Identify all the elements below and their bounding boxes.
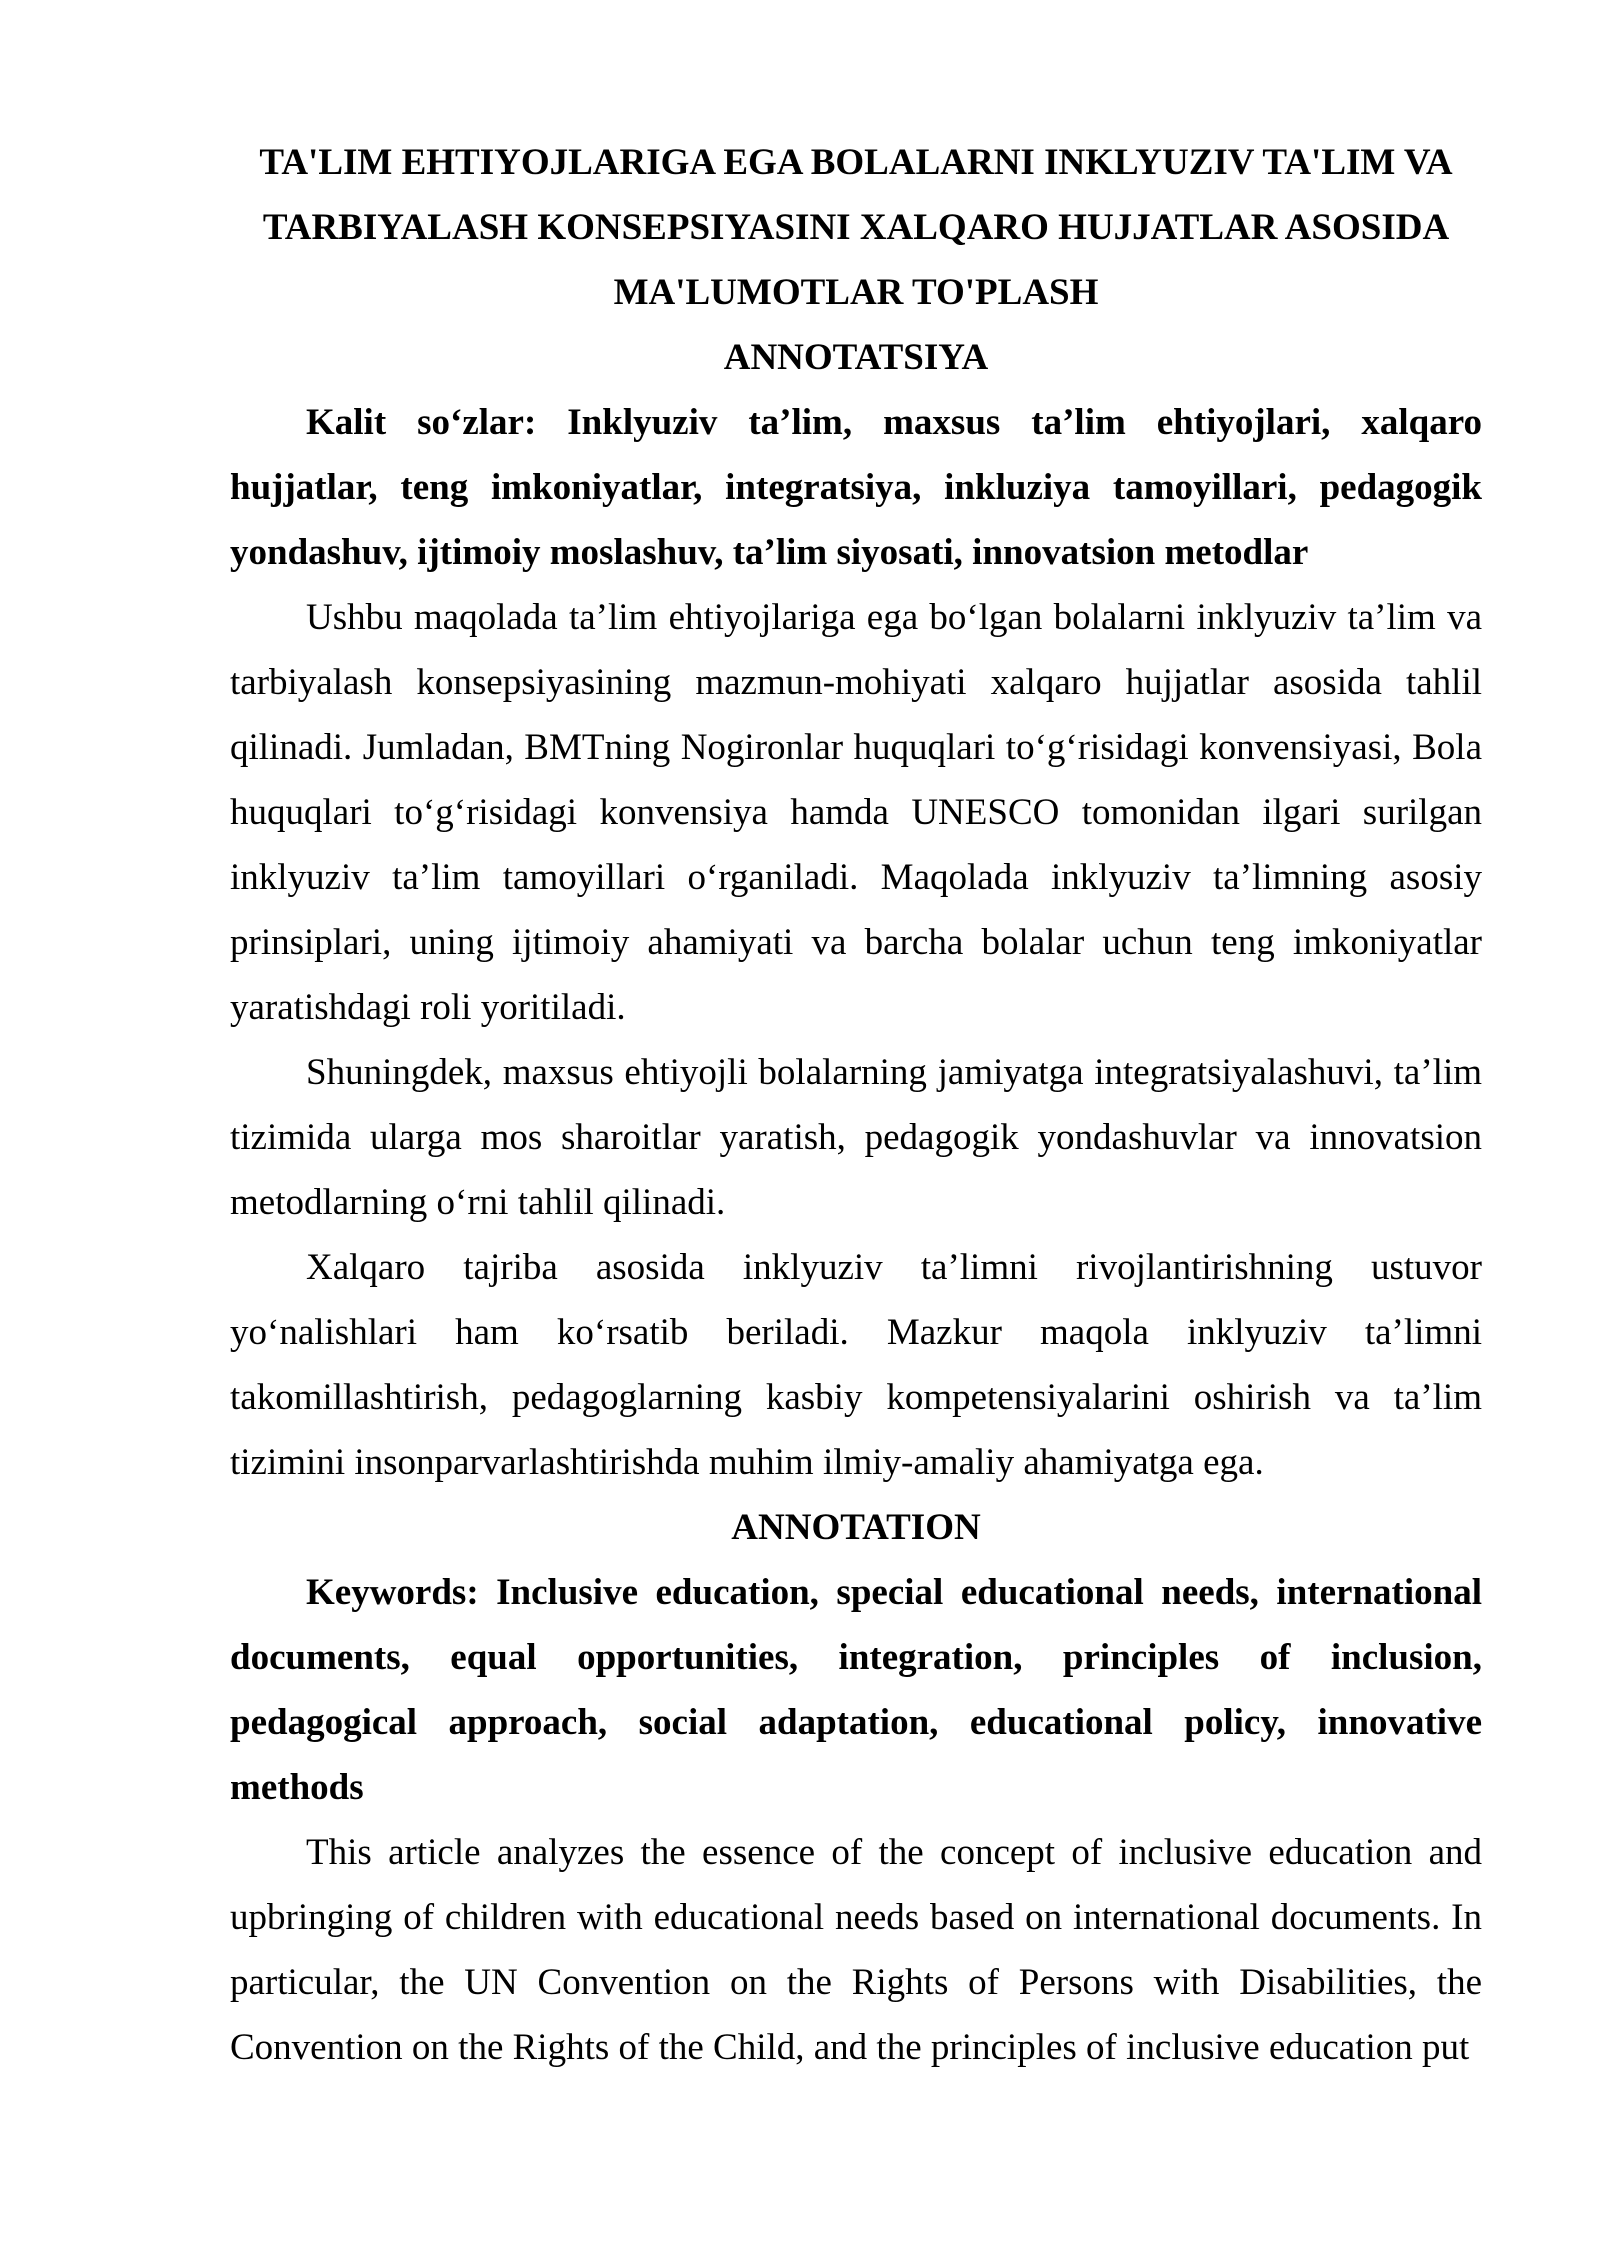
article-title-line-2: TARBIYALASH KONSEPSIYASINI XALQARO HUJJATLAR ASOSIDA bbox=[262, 207, 1450, 248]
uzbek-abstract-paragraph-1: Ushbu maqolada ta’lim ehtiyojlariga ega bo‘lgan bolalarni inklyuziv ta’lim va tarbiyalash konsepsiyasining mazmun-mohiyati xalqaro hujjatlar asosida tahlil qilinadi. Jumladan, BMTning Nogironlar huquqlari to‘g‘risidagi konvensiyasi, Bola huquqlari to‘g‘risidagi konvensiya hamda UNESCO tomonidan ilgari surilgan inklyuziv ta’lim tamoyillari o‘rganiladi. Maqolada inklyuziv ta’limning asosiy prinsiplari, uning ijtimoiy ahamiyati va barcha bolalar uchun teng imkoniyatlar yaratishdagi roli yoritiladi. bbox=[230, 597, 1482, 1028]
annotation-heading: ANNOTATION bbox=[731, 1507, 981, 1548]
uzbek-keywords-paragraph: Kalit so‘zlar: Inklyuziv ta’lim, maxsus ta’lim ehtiyojlari, xalqaro hujjatlar, teng imkoniyatlar, integratsiya, inkluziya tamoyillari, pedagogik yondashuv, ijtimoiy moslashuv, ta’lim siyosati, innovatsion metodlar bbox=[230, 402, 1482, 573]
article-title-line-3: MA'LUMOTLAR TO'PLASH bbox=[613, 272, 1099, 313]
uzbek-abstract-paragraph-3: Xalqaro tajriba asosida inklyuziv ta’limni rivojlantirishning ustuvor yo‘nalishlari ham ko‘rsatib beriladi. Mazkur maqola inklyuziv ta’limni takomillashtirish, pedagoglarning kasbiy kompetensiyalarini oshirish va ta’lim tizimini insonparvarlashtirishda muhim ilmiy-amaliy ahamiyatga ega. bbox=[230, 1247, 1482, 1483]
uzbek-abstract-paragraph-2: Shuningdek, maxsus ehtiyojli bolalarning jamiyatga integratsiyalashuvi, ta’lim tizimida ularga mos sharoitlar yaratish, pedagogik yondashuvlar va innovatsion metodlarning o‘rni tahlil qilinadi. bbox=[230, 1052, 1482, 1223]
article-title-line-1: TA'LIM EHTIYOJLARIGA EGA BOLALARNI INKLYUZIV TA'LIM VA bbox=[259, 142, 1453, 183]
article-title bbox=[230, 130, 1482, 325]
annotatsiya-heading: ANNOTATSIYA bbox=[723, 337, 989, 378]
english-keywords-paragraph: Keywords: Inclusive education, special educational needs, international documents, equal opportunities, integration, principles of inclusion, pedagogical approach, social adaptation, educational policy, innovative methods bbox=[230, 1572, 1482, 1808]
english-abstract-paragraph-1: This article analyzes the essence of the concept of inclusive education and upbringing of children with educational needs based on international documents. In particular, the UN Convention on the Rights of Persons with Disabilities, the Convention on the Rights of the Child, and the principles of inclusive education put bbox=[230, 1832, 1482, 2068]
